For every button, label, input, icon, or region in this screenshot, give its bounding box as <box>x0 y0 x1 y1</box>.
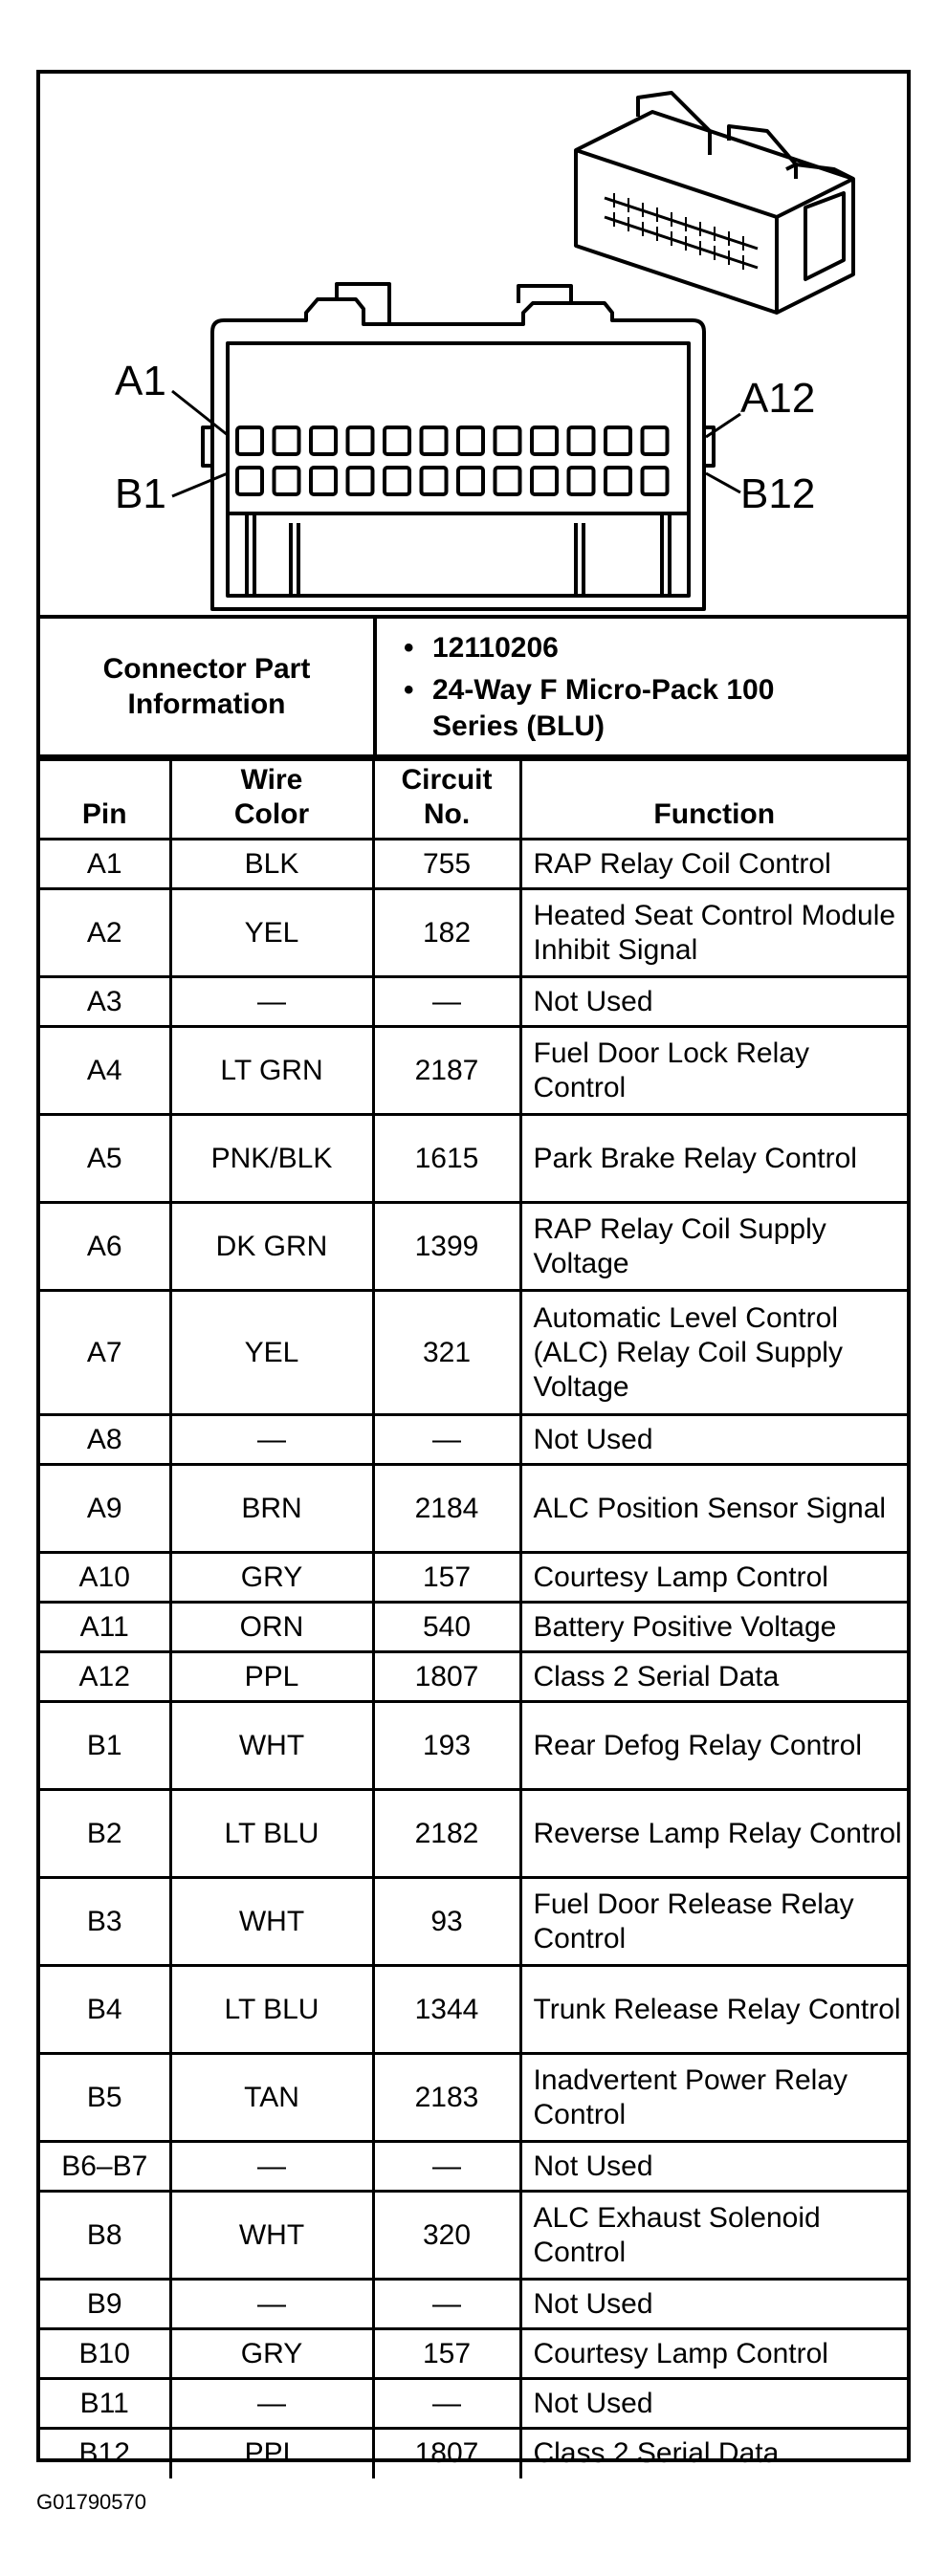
function-cell: Not Used <box>520 977 907 1027</box>
circuit-no-cell: 321 <box>373 1291 520 1415</box>
function-cell: Park Brake Relay Control <box>520 1115 907 1203</box>
function-cell: Class 2 Serial Data <box>520 1652 907 1702</box>
circuit-no-cell: 182 <box>373 889 520 977</box>
label-a1: A1 <box>115 358 166 404</box>
table-row <box>40 1652 907 1702</box>
function-cell: Not Used <box>520 2379 907 2429</box>
function-cell: Courtesy Lamp Control <box>520 2329 907 2379</box>
header-circuit-no-text: Circuit No. <box>401 764 493 830</box>
connector-perspective-drawing <box>576 93 853 313</box>
pin-cell: A11 <box>40 1603 170 1652</box>
terminal-cavity-b3 <box>311 468 336 494</box>
terminal-cavity-a3 <box>311 427 336 454</box>
pin-cell: B3 <box>40 1878 170 1966</box>
function-cell: Courtesy Lamp Control <box>520 1553 907 1603</box>
table-row <box>40 1702 907 1790</box>
terminal-cavity-b11 <box>606 468 630 494</box>
pin-cell: A1 <box>40 840 170 889</box>
circuit-no-cell: — <box>373 2142 520 2192</box>
wire-color-cell: — <box>170 1415 373 1465</box>
terminal-cavity-b2 <box>275 468 299 494</box>
pin-cell: A6 <box>40 1203 170 1291</box>
table-row <box>40 1790 907 1878</box>
wire-color-cell: — <box>170 2379 373 2429</box>
wire-color-cell: — <box>170 977 373 1027</box>
terminal-cavity-a12 <box>643 427 668 454</box>
pin-cell: B5 <box>40 2054 170 2142</box>
circuit-no-cell: 1807 <box>373 1652 520 1702</box>
pin-cell: A8 <box>40 1415 170 1465</box>
pin-cell: A4 <box>40 1027 170 1115</box>
circuit-no-cell: 1399 <box>373 1203 520 1291</box>
pin-cell: B2 <box>40 1790 170 1878</box>
function-cell: Fuel Door Lock Relay Control <box>520 1027 907 1115</box>
pin-cell: B10 <box>40 2329 170 2379</box>
connector-part-information <box>40 619 907 758</box>
circuit-no-cell: 755 <box>373 840 520 889</box>
pin-cell: B11 <box>40 2379 170 2429</box>
connector-info-title-text: Connector Part Information <box>102 652 311 720</box>
pin-cell: A3 <box>40 977 170 1027</box>
terminal-cavity-b4 <box>348 468 373 494</box>
function-cell: Rear Defog Relay Control <box>520 1702 907 1790</box>
wire-color-cell: PPL <box>170 1652 373 1702</box>
table-row <box>40 1027 907 1115</box>
terminal-cavity-a4 <box>348 427 373 454</box>
function-cell: Automatic Level Control (ALC) Relay Coil Supply Voltage <box>520 1291 907 1415</box>
circuit-no-cell: 1615 <box>373 1115 520 1203</box>
terminal-cavity-b6 <box>422 468 447 494</box>
wire-color-cell: GRY <box>170 1553 373 1603</box>
circuit-no-cell: 540 <box>373 1603 520 1652</box>
pin-cell: B1 <box>40 1702 170 1790</box>
header-wire-color-text: Wire Color <box>233 764 310 830</box>
terminal-cavity-a7 <box>458 427 483 454</box>
terminal-cavity-a6 <box>422 427 447 454</box>
function-cell: Heated Seat Control Module Inhibit Signal <box>520 889 907 977</box>
pin-cell: B9 <box>40 2280 170 2329</box>
terminal-cavity-a5 <box>385 427 409 454</box>
circuit-no-cell: 2182 <box>373 1790 520 1878</box>
function-cell: Inadvertent Power Relay Control <box>520 2054 907 2142</box>
circuit-no-cell: 2183 <box>373 2054 520 2142</box>
circuit-no-cell: — <box>373 2379 520 2429</box>
part-number: 12110206 <box>432 632 559 664</box>
table-row <box>40 1966 907 2054</box>
pin-cell: B4 <box>40 1966 170 2054</box>
bullet-icon: • <box>404 674 414 706</box>
terminal-cavity-a9 <box>532 427 557 454</box>
table-row <box>40 1465 907 1553</box>
header-wire-color <box>170 760 373 840</box>
pin-cell: A9 <box>40 1465 170 1553</box>
function-cell: RAP Relay Coil Supply Voltage <box>520 1203 907 1291</box>
wire-color-cell: LT BLU <box>170 1790 373 1878</box>
table-row <box>40 2429 907 2478</box>
wire-color-cell: PPL <box>170 2429 373 2478</box>
circuit-no-cell: 2187 <box>373 1027 520 1115</box>
function-cell: Class 2 Serial Data <box>520 2429 907 2478</box>
circuit-no-cell: 157 <box>373 1553 520 1603</box>
wire-color-cell: DK GRN <box>170 1203 373 1291</box>
table-row <box>40 2054 907 2142</box>
table-row <box>40 977 907 1027</box>
table-row <box>40 2379 907 2429</box>
function-cell: Trunk Release Relay Control <box>520 1966 907 2054</box>
wire-color-cell: WHT <box>170 1878 373 1966</box>
terminal-cavity-a8 <box>496 427 520 454</box>
wire-color-cell: GRY <box>170 2329 373 2379</box>
connector-face-drawing <box>40 74 907 615</box>
a1-leader-line <box>172 391 228 435</box>
circuit-no-cell: 2184 <box>373 1465 520 1553</box>
function-cell: Fuel Door Release Relay Control <box>520 1878 907 1966</box>
wire-color-cell: WHT <box>170 2192 373 2280</box>
table-row <box>40 2192 907 2280</box>
bullet-icon: • <box>404 632 414 664</box>
connector-sheet <box>36 70 911 2470</box>
circuit-no-cell: — <box>373 977 520 1027</box>
terminal-cavity-a1 <box>237 427 262 454</box>
terminal-cavity-b12 <box>643 468 668 494</box>
figure-code: G01790570 <box>36 2490 146 2514</box>
pin-cell: A10 <box>40 1553 170 1603</box>
pin-cell: A5 <box>40 1115 170 1203</box>
function-cell: ALC Exhaust Solenoid Control <box>520 2192 907 2280</box>
terminal-cavity-a11 <box>606 427 630 454</box>
wire-color-cell: — <box>170 2142 373 2192</box>
terminal-cavity-b10 <box>569 468 594 494</box>
wire-color-cell: LT BLU <box>170 1966 373 2054</box>
connector-diagram <box>40 74 907 619</box>
terminal-cavity-b1 <box>237 468 262 494</box>
pin-cell: B12 <box>40 2429 170 2478</box>
b12-leader-line <box>706 473 740 492</box>
wire-color-cell: — <box>170 2280 373 2329</box>
function-cell: Not Used <box>520 2142 907 2192</box>
table-row <box>40 2142 907 2192</box>
wire-color-cell: BRN <box>170 1465 373 1553</box>
wire-color-cell: BLK <box>170 840 373 889</box>
pin-cell: A12 <box>40 1652 170 1702</box>
function-cell: Not Used <box>520 2280 907 2329</box>
connector-type: 24-Way F Micro-Pack 100 Series (BLU) <box>432 674 775 742</box>
wire-color-cell: WHT <box>170 1702 373 1790</box>
pinout-rows <box>40 840 907 2478</box>
function-cell: ALC Position Sensor Signal <box>520 1465 907 1553</box>
function-cell: Not Used <box>520 1415 907 1465</box>
table-row <box>40 1115 907 1203</box>
pin-cell: A7 <box>40 1291 170 1415</box>
table-row <box>40 1553 907 1603</box>
wire-color-cell: YEL <box>170 889 373 977</box>
b1-leader-line <box>172 473 228 496</box>
wire-color-cell: PNK/BLK <box>170 1115 373 1203</box>
circuit-no-cell: 320 <box>373 2192 520 2280</box>
wire-color-cell: LT GRN <box>170 1027 373 1115</box>
circuit-no-cell: — <box>373 2280 520 2329</box>
function-cell: Battery Positive Voltage <box>520 1603 907 1652</box>
label-b1: B1 <box>115 470 166 517</box>
circuit-no-cell: 93 <box>373 1878 520 1966</box>
table-row <box>40 2329 907 2379</box>
terminal-cavity-a2 <box>275 427 299 454</box>
label-b12: B12 <box>740 470 816 517</box>
terminal-cavity-b5 <box>385 468 409 494</box>
connector-info-details <box>377 619 907 754</box>
function-cell: Reverse Lamp Relay Control <box>520 1790 907 1878</box>
function-cell: RAP Relay Coil Control <box>520 840 907 889</box>
pinout-table <box>40 758 907 2478</box>
wire-color-cell: ORN <box>170 1603 373 1652</box>
terminal-cavity-b7 <box>458 468 483 494</box>
table-row <box>40 1291 907 1415</box>
table-row <box>40 1203 907 1291</box>
circuit-no-cell: 157 <box>373 2329 520 2379</box>
terminal-cavity-b9 <box>532 468 557 494</box>
pin-cell: B6–B7 <box>40 2142 170 2192</box>
pin-cell: B8 <box>40 2192 170 2280</box>
header-circuit-no <box>373 760 520 840</box>
table-row <box>40 1878 907 1966</box>
terminal-cavity-a10 <box>569 427 594 454</box>
table-row <box>40 840 907 889</box>
circuit-no-cell: 1807 <box>373 2429 520 2478</box>
wire-color-cell: TAN <box>170 2054 373 2142</box>
terminal-cavities <box>237 427 668 494</box>
table-row <box>40 889 907 977</box>
label-a12: A12 <box>740 375 816 422</box>
circuit-no-cell: 193 <box>373 1702 520 1790</box>
header-pin: Pin <box>40 760 170 840</box>
table-row <box>40 1603 907 1652</box>
terminal-cavity-b8 <box>496 468 520 494</box>
table-row <box>40 2280 907 2329</box>
wire-color-cell: YEL <box>170 1291 373 1415</box>
connector-info-title <box>40 619 377 754</box>
header-function: Function <box>520 760 907 840</box>
circuit-no-cell: 1344 <box>373 1966 520 2054</box>
circuit-no-cell: — <box>373 1415 520 1465</box>
table-row <box>40 1415 907 1465</box>
pinout-header-row <box>40 760 907 840</box>
pin-cell: A2 <box>40 889 170 977</box>
